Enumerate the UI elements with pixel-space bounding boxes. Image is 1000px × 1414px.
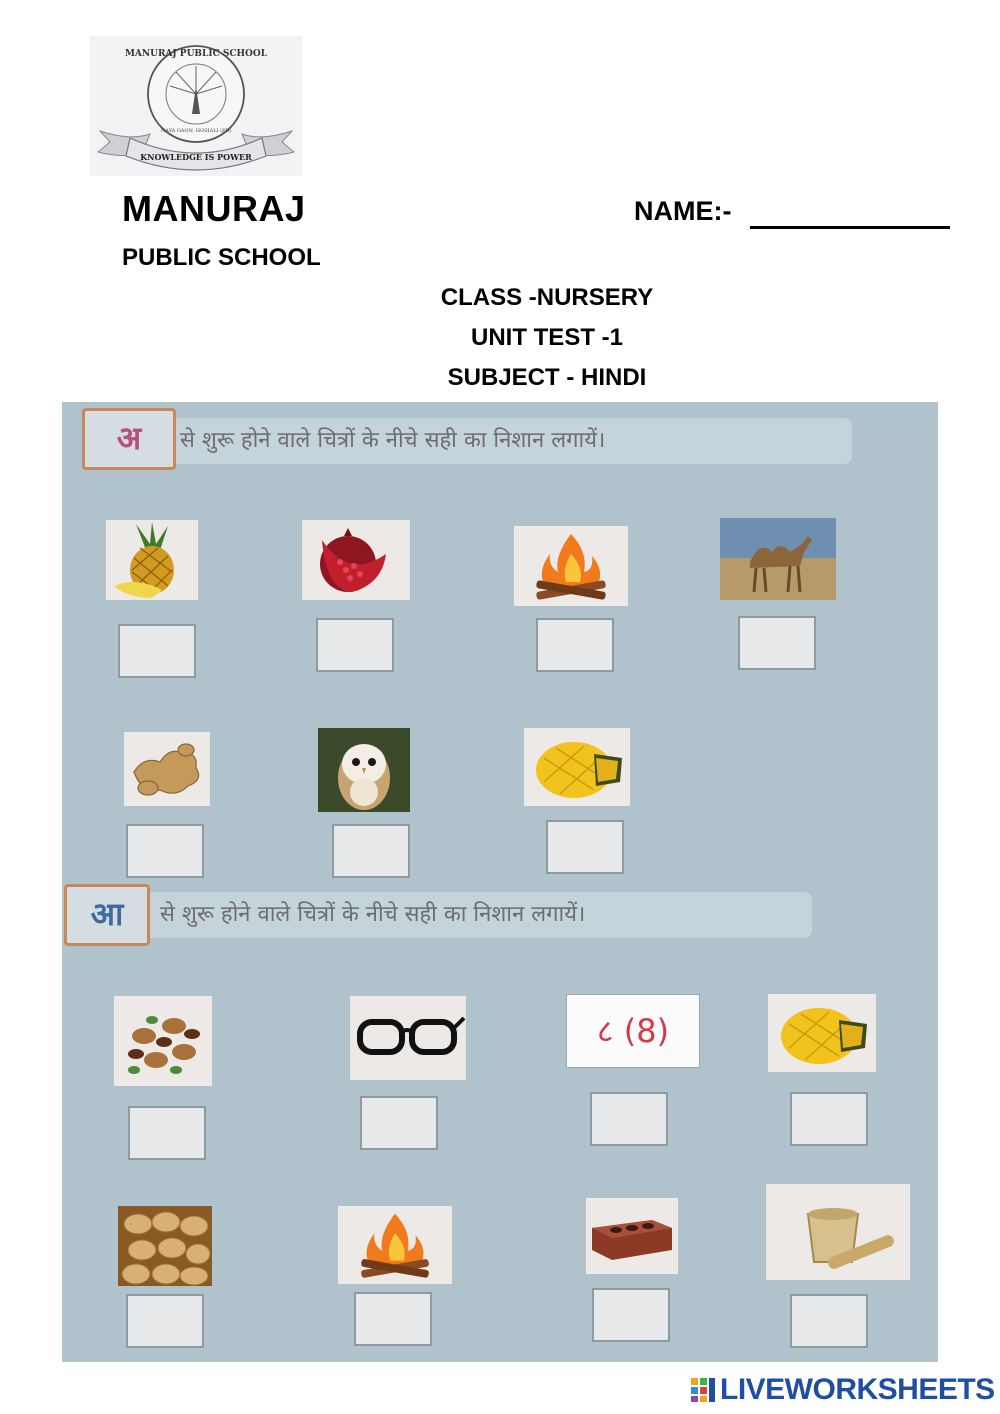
answer-box-aa-1[interactable]	[128, 1106, 206, 1160]
logo-motto: KNOWLEDGE IS POWER	[140, 152, 252, 162]
liveworksheets-logo-icon	[690, 1377, 716, 1403]
pineapple-icon	[106, 520, 198, 600]
answer-box-a-2[interactable]	[316, 618, 394, 672]
name-blank-line[interactable]	[750, 226, 950, 229]
test-line: UNIT TEST -1	[470, 324, 623, 351]
class-line: CLASS -NURSERY	[440, 284, 654, 311]
section-aa-instruction	[144, 892, 812, 938]
section-a-instruction-text: से शुरू होने वाले चित्रों के नीचे सही का निशान लगायें।	[180, 428, 606, 453]
glasses-icon	[350, 996, 466, 1080]
worksheet-panel	[62, 402, 938, 1362]
subject-line: SUBJECT - HINDI	[447, 364, 647, 391]
owl-icon	[318, 728, 410, 812]
dry-fruits-icon	[114, 996, 212, 1086]
section-aa-instruction-text: से शुरू होने वाले चित्रों के नीचे सही का निशान लगायें।	[160, 902, 586, 927]
number-eight-card-icon	[566, 994, 700, 1068]
answer-box-aa-7[interactable]	[592, 1288, 670, 1342]
logo-ring-text: MANURAJ PUBLIC SCHOOL	[124, 49, 268, 59]
school-name: MANURAJ	[122, 188, 306, 229]
answer-box-a-1[interactable]	[118, 624, 196, 678]
section-a-instruction	[164, 418, 852, 464]
brick-icon	[586, 1198, 678, 1274]
section-aa-letter: आ	[64, 884, 150, 946]
school-logo	[90, 36, 302, 176]
fire-icon	[338, 1206, 452, 1284]
liveworksheets-brand[interactable]	[690, 1373, 995, 1407]
answer-box-aa-8[interactable]	[790, 1294, 868, 1348]
answer-box-a-3[interactable]	[536, 618, 614, 672]
mango-icon	[768, 994, 876, 1072]
school-subtitle: PUBLIC SCHOOL	[122, 244, 321, 271]
fire-icon	[514, 526, 628, 606]
answer-box-aa-5[interactable]	[126, 1294, 204, 1348]
answer-box-aa-6[interactable]	[354, 1292, 432, 1346]
name-label: NAME:-	[634, 196, 732, 226]
answer-box-a-4[interactable]	[738, 616, 816, 670]
answer-box-a-6[interactable]	[332, 824, 410, 878]
answer-box-aa-3[interactable]	[590, 1092, 668, 1146]
answer-box-aa-2[interactable]	[360, 1096, 438, 1150]
answer-box-a-7[interactable]	[546, 820, 624, 874]
pomegranate-icon	[302, 520, 410, 600]
answer-box-aa-4[interactable]	[790, 1092, 868, 1146]
number-eight-card-text: ८ (8)	[596, 1012, 670, 1050]
potatoes-icon	[118, 1206, 212, 1286]
section-a-letter: अ	[82, 408, 176, 470]
logo-sub-text: NAYA GAON, HOSIALI (PB)	[160, 128, 232, 134]
answer-box-a-5[interactable]	[126, 824, 204, 878]
mango-icon	[524, 728, 630, 806]
liveworksheets-text: LIVEWORKSHEETS	[720, 1373, 995, 1406]
mortar-pestle-icon	[766, 1184, 910, 1280]
ginger-icon	[124, 732, 210, 806]
camel-icon	[720, 518, 836, 600]
